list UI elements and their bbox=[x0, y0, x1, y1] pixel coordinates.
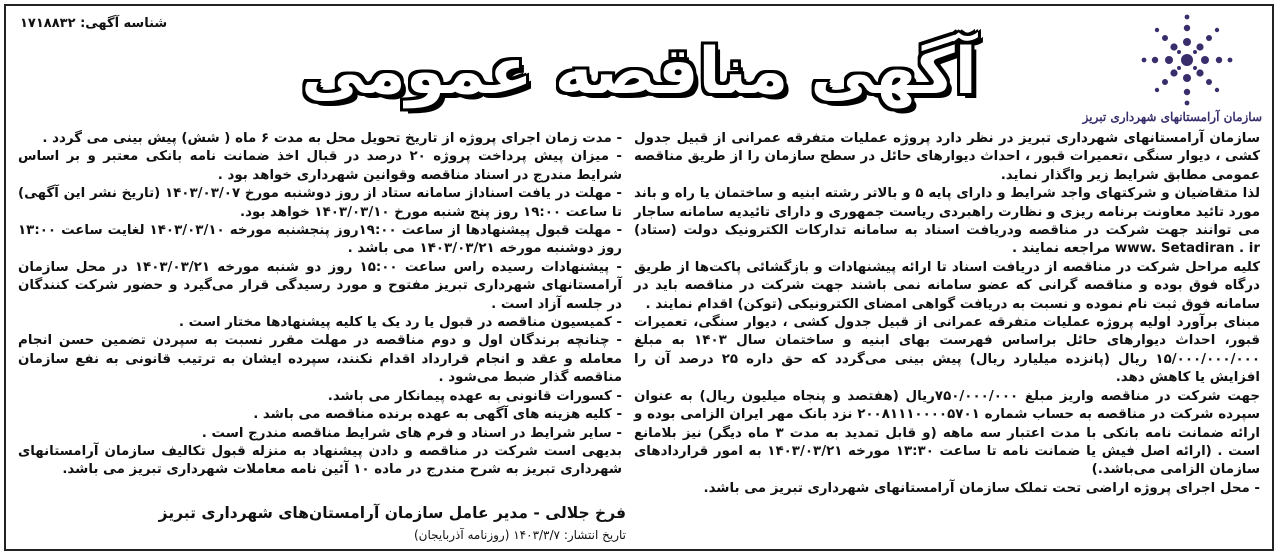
eligibility-end: مراجعه نمایند . bbox=[1011, 241, 1111, 257]
eligibility-text: لذا متقاضیان و شرکتهای واجد شرایط و دارای پایه ۵ و بالاتر رشته ابنیه و ساختمان یا راه و باند مورد تائید معاونت برنامه ریزی و نظارت راهبردی ریاست جمهوری و دارای تائیدیه سامانه ساجار می توانند جهت شرکت در مناقصه ودریافت اسناد به سامانه تدارکات الکترونیک دولت (ستاد) bbox=[634, 186, 1260, 239]
publish-date: تاریخ انتشار: ۱۴۰۳/۳/۷ (روزنامه آذربایجان) bbox=[413, 528, 626, 542]
paragraph-intro: سازمان آرامستانهای شهرداری تبریز در نظر دارد پروژه عملیات متفرقه عمرانی از قبیل جدول کشی ، دیوار سنگی ،تعمیرات قبور ، احداث دیوارهای حائل در سطح سازمان را از طریق مناقصه عمومی مطابق شرایط زیر واگذار نماید. bbox=[634, 131, 1260, 183]
condition-item: - کلیه هزینه های آگهی به عهده برنده مناقصه می باشد . bbox=[253, 407, 622, 423]
right-column bbox=[634, 130, 1260, 498]
condition-item: - مدت زمان اجرای پروژه از تاریخ تحویل محل به مدت ۶ ماه ( شش) پیش بینی می گردد . bbox=[42, 131, 622, 146]
paragraph-eligibility bbox=[634, 185, 1260, 259]
paragraph-deposit: جهت شرکت در مناقصه واریز مبلغ ۷۵۰/۰۰۰/۰۰۰ریال (هفتصد و پنجاه میلیون ریال) به عنوان سپرده شرکت در مناقصه به حساب شماره ۲۰۰۸۱۱۱۰۰۰۰۵۷۰۱ نزد بانک مهر ایران الزامی بوده و ارائه ضمانت نامه بانکی با مدت اعتبار سه ماهه (و قابل تمدید به مدت ۳ ماه دیگر) نیز بلامانع است . (ارائه اصل فیش یا ضمانت نامه تا ساعت ۱۳:۳۰ مورخه ۱۴۰۳/۰۳/۲۱ به امور قراردادهای سازمان الزامی می‌باشد.) bbox=[634, 388, 1261, 478]
signature: فرخ جلالی - مدیر عامل سازمان آرامستان‌های شهرداری تبریز bbox=[158, 504, 626, 522]
ad-number: شناسه آگهی: ۱۷۱۸۸۳۲ bbox=[20, 16, 168, 31]
paragraph-process: کلیه مراحل شرکت در مناقصه از دریافت اسناد تا ارائه پیشنهادات و بازگشائی پاکت‌ها از طریق درگاه فوق بوده و مناقصه گرانی که عضو سامانه نمی باشند جهت شرکت در مناقصه باید در سامانه فوق ثبت نام نموده و نسبت به دریافت گواهی امضای الکترونیکی (توکن) اقدام نمایند . bbox=[634, 259, 1260, 312]
left-column bbox=[18, 130, 622, 480]
condition-closing: بدیهی است شرکت در مناقصه و دادن پیشنهاد به منزله قبول تکالیف سازمان آرامستانهای شهرداری تبریز به شرح مندرج در ماده ۱۰ آئین نامه معاملات شهرداری تبریز می باشد. bbox=[18, 443, 622, 478]
condition-item: - مهلت قبول پیشنهادها از ساعت ۱۹:۰۰روز پنجشنبه مورخه ۱۴۰۳/۰۳/۱۰ لغایت ساعت ۱۳:۰۰ روز دوشنبه مورخه ۱۴۰۳/۰۳/۲۱ می باشد . bbox=[18, 223, 622, 257]
paragraph-estimate: مبنای برآورد اولیه پروژه عملیات متفرقه عمرانی از قبیل جدول کشی ، دیوار سنگی، تعمیرات قبور، احداث دیوارهای حائل براساس فهرست بهای ابنیه و ساختمان سال ۱۴۰۳ به مبلغ ۱۵/۰۰۰/۰۰۰/۰۰۰ ریال (پانزده میلیارد ریال) پیش بینی می‌گردد که حق داره ۲۵ درصد آن را افزایش یا کاهش دهد. bbox=[634, 315, 1261, 386]
tender-notice bbox=[4, 4, 1274, 551]
page-title: آگهی مناقصه عمومی bbox=[301, 35, 977, 109]
condition-item: - کمیسیون مناقصه در قبول یا رد یک یا کلیه پیشنهادها مختار است . bbox=[178, 315, 622, 331]
condition-item: - پیشنهادات رسیده راس ساعت ۱۵:۰۰ روز دو شنبه مورخه ۱۴۰۳/۰۳/۲۱ در محل سازمان آرامستانهای شهرداری تبریز مفتوح و مورد رسیدگی قرار می‌گیرد و حضور شرکت کنندگان در جلسه آزاد است . bbox=[18, 259, 622, 312]
paragraph-location: - محل اجرای پروژه اراضی تحت تملک سازمان آرامستانهای شهرداری تبریز می باشد. bbox=[703, 480, 1260, 496]
setadiran-link[interactable]: www. Setadiran . ir bbox=[1114, 241, 1260, 257]
condition-item: - چنانچه برندگان اول و دوم مناقصه در مهلت مقرر نسبت به سپردن تضمین حسن انجام معامله و عقد و انجام قرارداد اقدام نکنند، سپرده ایشان به ترتیب قانونی به نفع سازمان مناقصه گذار ضبط می‌شود . bbox=[18, 333, 622, 386]
condition-item: - سایر شرایط در اسناد و فرم های شرایط مناقصه مندرج است . bbox=[201, 425, 622, 441]
condition-item: - کسورات قانونی به عهده پیمانکار می باشد. bbox=[327, 388, 622, 404]
condition-item: - مهلت در یافت اسناداز سامانه ستاد از روز دوشنبه مورخ ۱۴۰۳/۰۳/۰۷ (تاریخ نشر این آگهی) تا ساعت ۱۹:۰۰ روز پنج شنبه مورخ ۱۴۰۳/۰۳/۱۰ خواهد بود. bbox=[18, 186, 622, 220]
logo-text: سازمان آرامستانهای شهرداری تبریز bbox=[1082, 110, 1262, 124]
condition-item: - میزان پیش پرداخت پروژه ۲۰ درصد در قبال اخذ ضمانت نامه بانکی معتبر و بر اساس شرایط مندرج در اسناد مناقصه وقوانین شهرداری خواهد بود . bbox=[18, 149, 622, 183]
